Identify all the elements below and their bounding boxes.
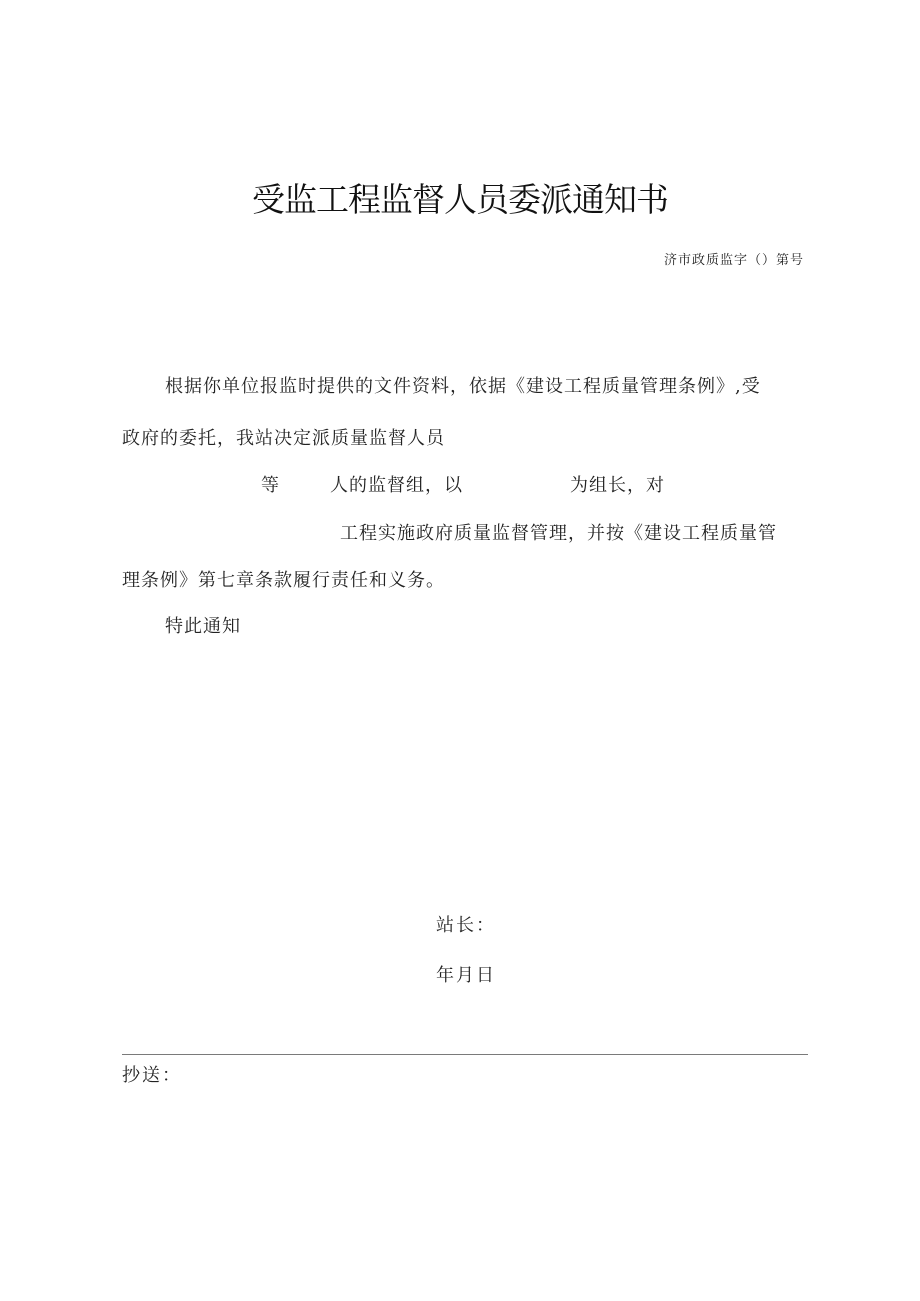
body-line-5: 理条例》第七章条款履行责任和义务。 — [122, 570, 445, 591]
body-line-4: 工程实施政府质量监督管理，并按《建设工程质量管 — [340, 523, 777, 544]
body-line-2: 政府的委托，我站决定派质量监督人员 — [122, 428, 445, 449]
cc-label: 抄送： — [122, 1065, 182, 1086]
cc-divider — [122, 1054, 808, 1055]
closing-text: 特此通知 — [165, 616, 241, 637]
body-line-1: 根据你单位报监时提供的文件资料，依据《建设工程质量管理条例》,受 — [165, 376, 761, 397]
station-head-label: 站长： — [436, 915, 496, 936]
body-line-3-part-a: 等 — [261, 475, 280, 496]
document-title: 受监工程监督人员委派通知书 — [252, 180, 668, 219]
document-number: 济市政质监字（）第号 — [663, 253, 804, 268]
body-line-3-part-c: 为组长，对 — [570, 475, 665, 496]
date-label: 年月日 — [436, 965, 496, 986]
body-line-3-part-b: 人的监督组，以 — [330, 475, 463, 496]
